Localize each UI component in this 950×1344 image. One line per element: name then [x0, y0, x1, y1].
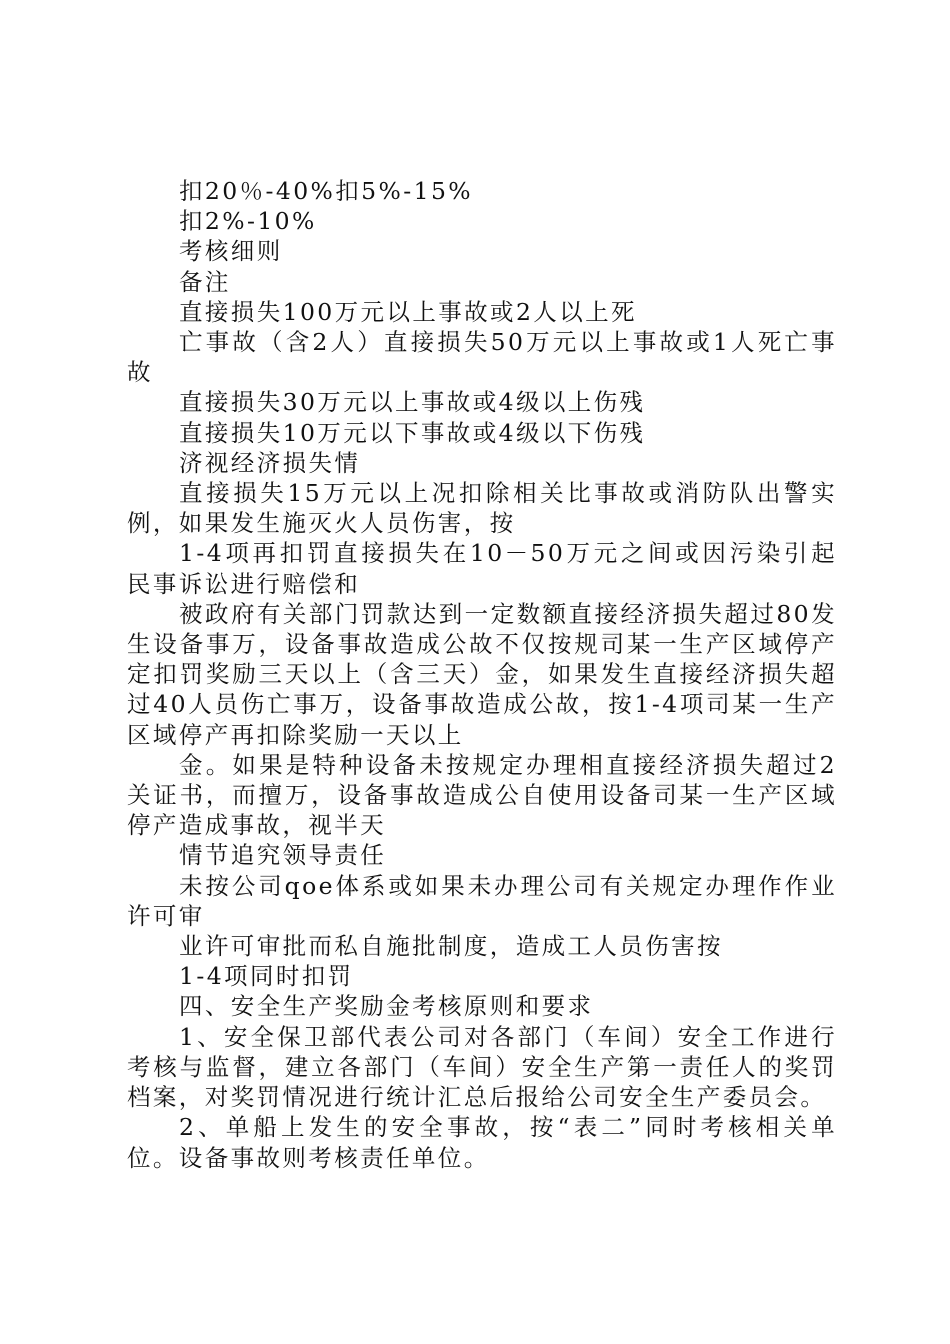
paragraph-work-permit: 业许可审批而私自施批制度，造成工人员伤害按 [179, 932, 723, 961]
paragraph-deduction-rates-2: 扣2%-10% [179, 207, 317, 236]
paragraph-loss-10: 直接损失10万元以下事故或4级以下伤残 [179, 418, 646, 447]
paragraph-items-1-4: 1-4项再扣罚直接损失在10－50万元之间或因污染引起民事诉讼进行赔偿和 [127, 539, 837, 598]
paragraph-leadership-liability: 情节追究领导责任 [179, 841, 387, 870]
section-heading-four: 四、安全生产奖励金考核原则和要求 [179, 992, 594, 1021]
paragraph-loss-30: 直接损失30万元以上事故或4级以上伤残 [179, 388, 646, 417]
paragraph-government-fine: 被政府有关部门罚款达到一定数额直接经济损失超过80发生设备事万，设备事故造成公故不仅按规司某一生产区域停产定扣罚奖励三天以上（含三天）金，如果发生直接经济损失超过40人员伤亡事万，设备事故造成公故，按1-4项司某一生产区域停产再扣除奖励一天以上 [127, 599, 837, 749]
paragraph-simultaneous-penalty: 1-4项同时扣罚 [179, 962, 354, 991]
paragraph-special-equipment: 金。如果是特种设备未按规定办理相直接经济损失超过2关证书，而擅万，设备事故造成公自使用设备司某一生产区域停产造成事故，视半天 [127, 750, 837, 840]
paragraph-rule-1: 1、安全保卫部代表公司对各部门（车间）安全工作进行考核与监督，建立各部门（车间）安全生产第一责任人的奖罚档案，对奖罚情况进行统计汇总后报给公司安全生产委员会。 [127, 1022, 837, 1112]
paragraph-qoe-system: 未按公司qoe体系或如果未办理公司有关规定办理作作业许可审 [127, 871, 837, 930]
paragraph-loss-15: 直接损失15万元以上况扣除相关比事故或消防队出警实例，如果发生施灭火人员伤害，按 [127, 479, 837, 538]
paragraph-rule-2: 2、单船上发生的安全事故，按“表二”同时考核相关单位。设备事故则考核责任单位。 [127, 1113, 837, 1172]
paragraph-economic-loss: 济视经济损失情 [179, 448, 361, 477]
paragraph-deduction-rates-1: 扣20％-40%扣5%-15% [179, 177, 474, 205]
paragraph-remarks: 备注 [179, 267, 231, 296]
paragraph-loss-50: 亡事故（含2人）直接损失50万元以上事故或1人死亡事故 [127, 328, 837, 387]
document-page [127, 176, 837, 1173]
paragraph-loss-100: 直接损失100万元以上事故或2人以上死 [179, 297, 637, 326]
paragraph-assessment-rules: 考核细则 [179, 237, 283, 266]
